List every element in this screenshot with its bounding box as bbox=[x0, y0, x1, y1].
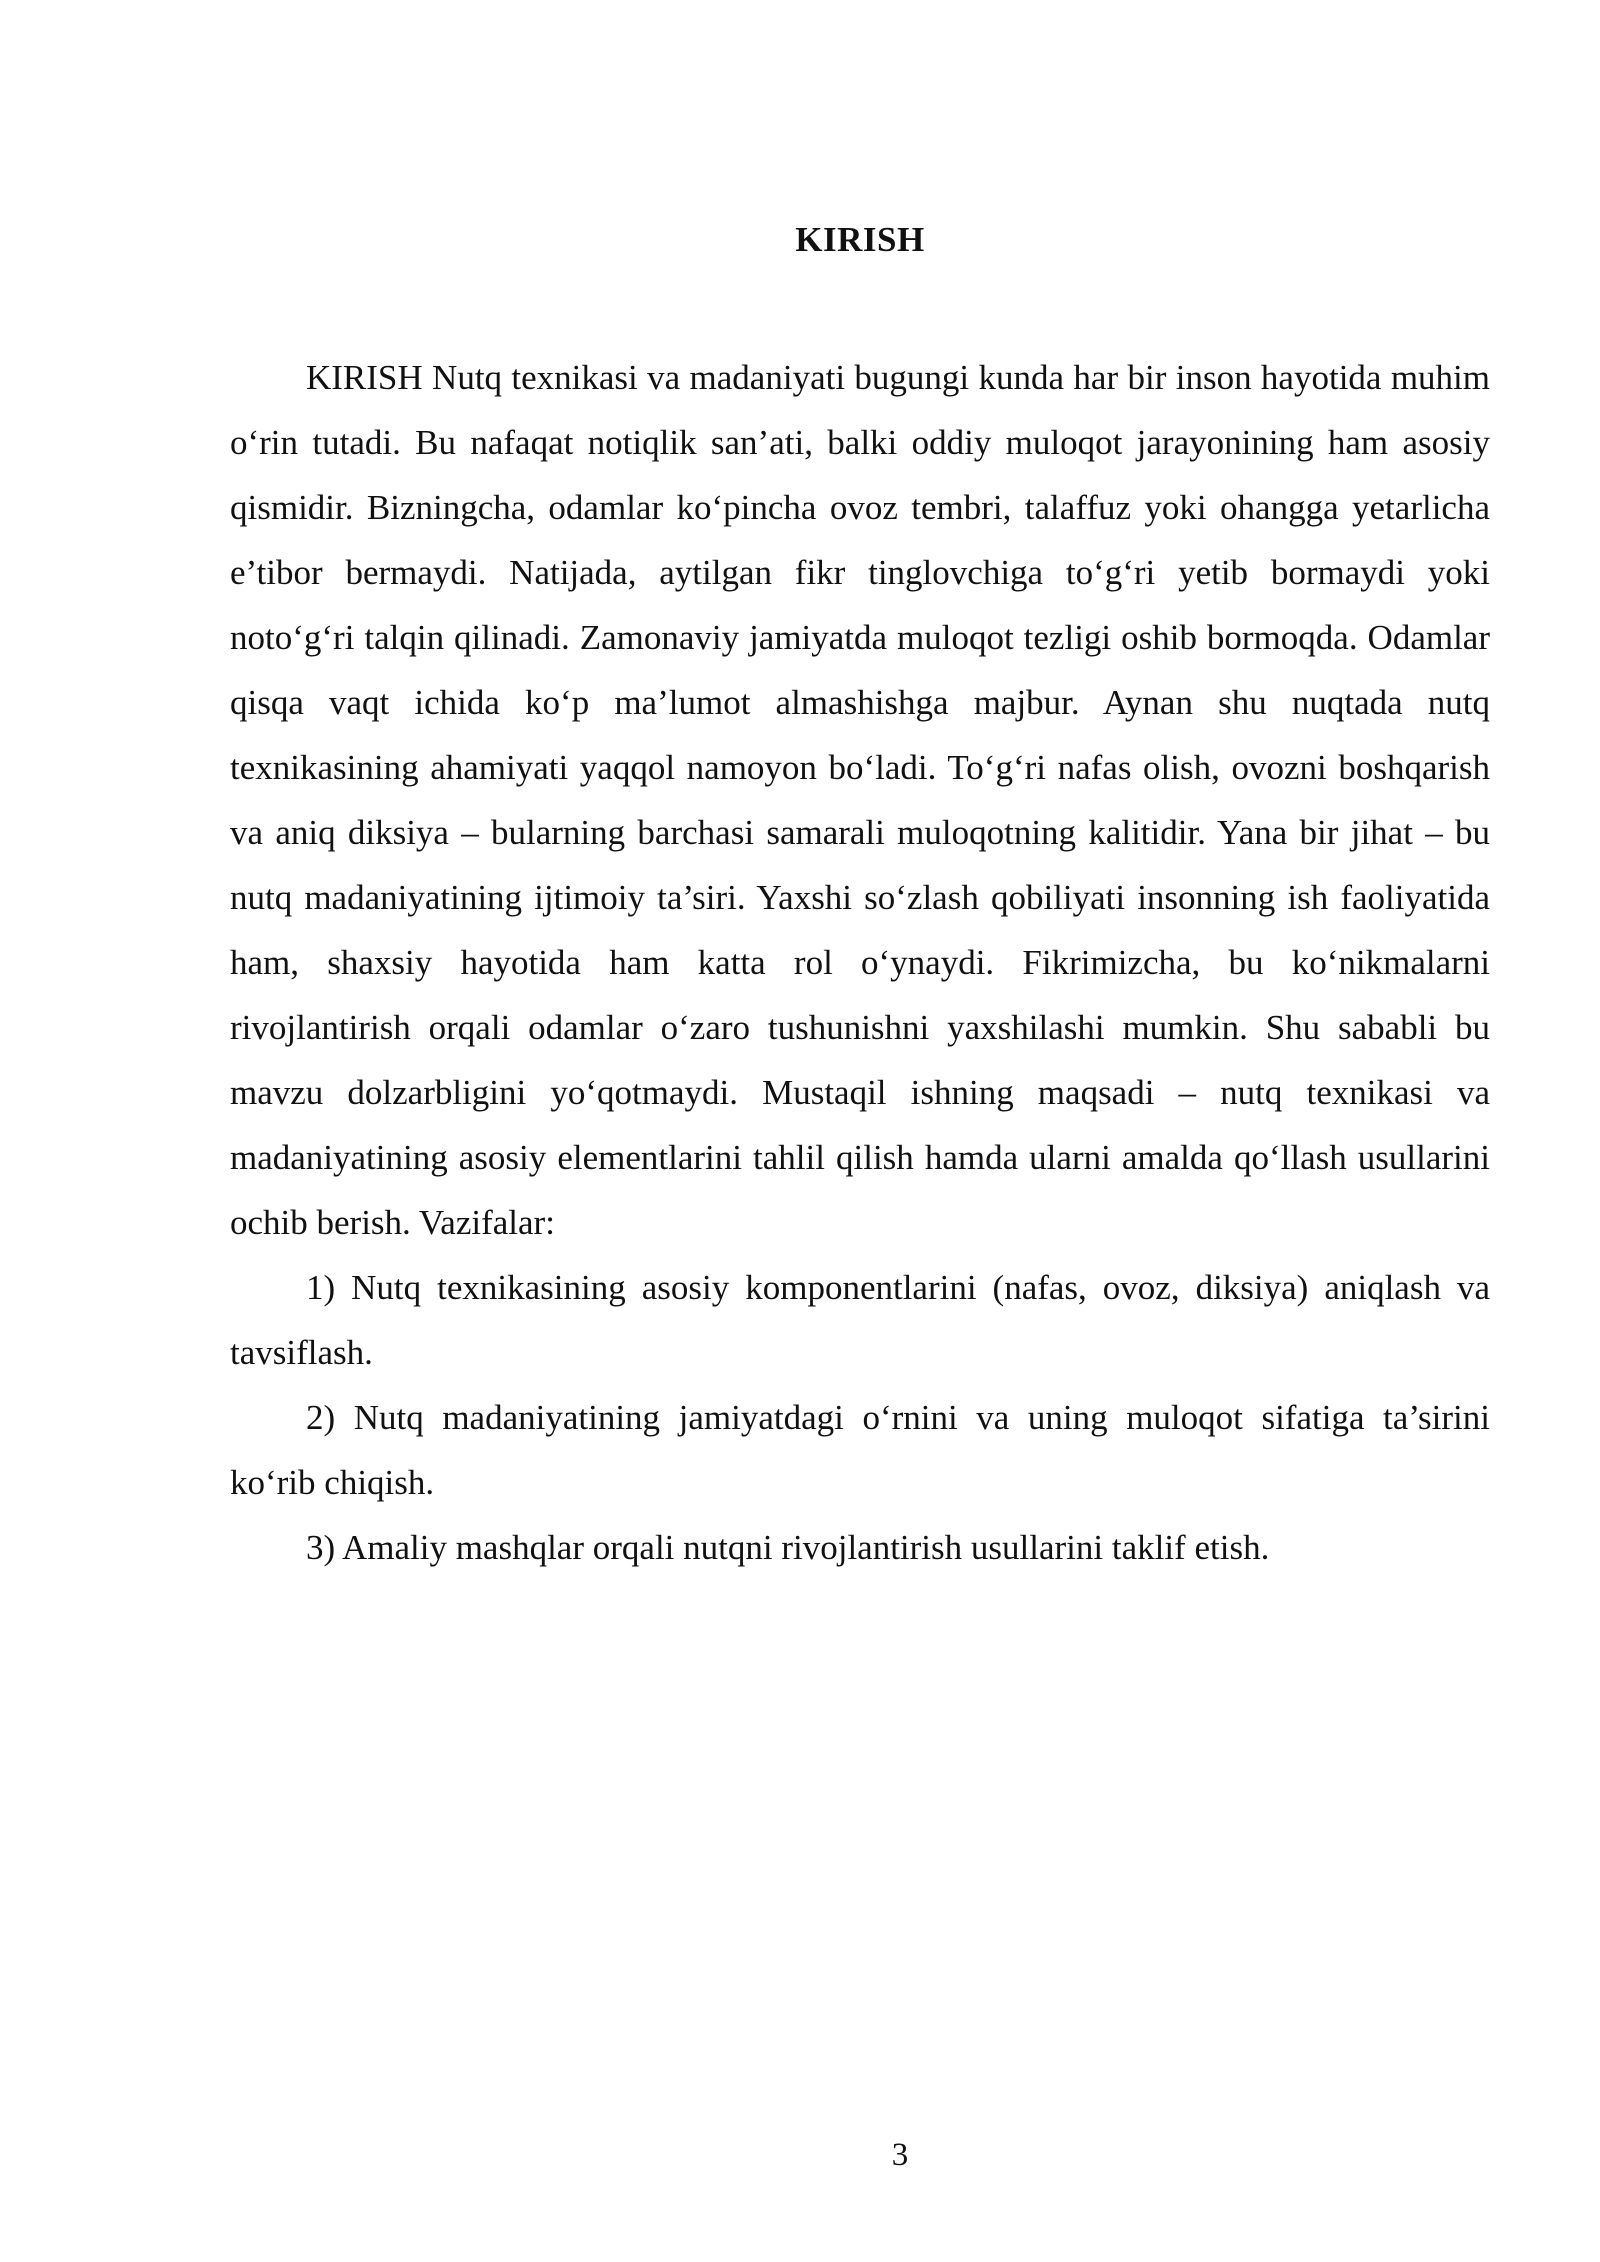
task-item-3: 3) Amaliy mashqlar orqali nutqni rivojlantirish usullarini taklif etish. bbox=[306, 1528, 1270, 1567]
task-item-2: 2) Nutq madaniyatining jamiyatdagi o‘rnini va uning muloqot sifatiga ta’sirini ko‘rib chiqish. bbox=[230, 1398, 1490, 1502]
document-body bbox=[230, 345, 1490, 1580]
page-number: 3 bbox=[891, 2137, 909, 2173]
intro-paragraph: KIRISH Nutq texnikasi va madaniyati bugungi kunda har bir inson hayotida muhim o‘rin tutadi. Bu nafaqat notiqlik san’ati, balki oddiy muloqot jarayonining ham asosiy qismidir. Bizningcha, odamlar ko‘pincha ovoz tembri, talaffuz yoki ohangga yetarlicha e’tibor bermaydi. Natijada, aytilgan fikr tinglovchiga to‘g‘ri yetib bormaydi yoki noto‘g‘ri talqin qilinadi. Zamonaviy jamiyatda muloqot tezligi oshib bormoqda. Odamlar qisqa vaqt ichida ko‘p ma’lumot almashishga majbur. Aynan shu nuqtada nutq texnikasining ahamiyati yaqqol namoyon bo‘ladi. To‘g‘ri nafas olish, ovozni boshqarish va aniq diksiya – bularning barchasi samarali muloqotning kalitidir. Yana bir jihat – bu nutq madaniyatining ijtimoiy ta’siri. Yaxshi so‘zlash qobiliyati insonning ish faoliyatida ham, shaxsiy hayotida ham katta rol o‘ynaydi. Fikrimizcha, bu ko‘nikmalarni rivojlantirish orqali odamlar o‘zaro tushunishni yaxshilashi mumkin. Shu sababli bu mavzu dolzarbligini yo‘qotmaydi. Mustaqil ishning maqsadi – nutq texnikasi va madaniyatining asosiy elementlarini tahlil qilish hamda ularni amalda qo‘llash usullarini ochib berish. Vazifalar: bbox=[230, 358, 1490, 1242]
task-item-1: 1) Nutq texnikasining asosiy komponentlarini (nafas, ovoz, diksiya) aniqlash va tavsiflash. bbox=[230, 1268, 1490, 1372]
page-title: KIRISH bbox=[795, 220, 925, 259]
